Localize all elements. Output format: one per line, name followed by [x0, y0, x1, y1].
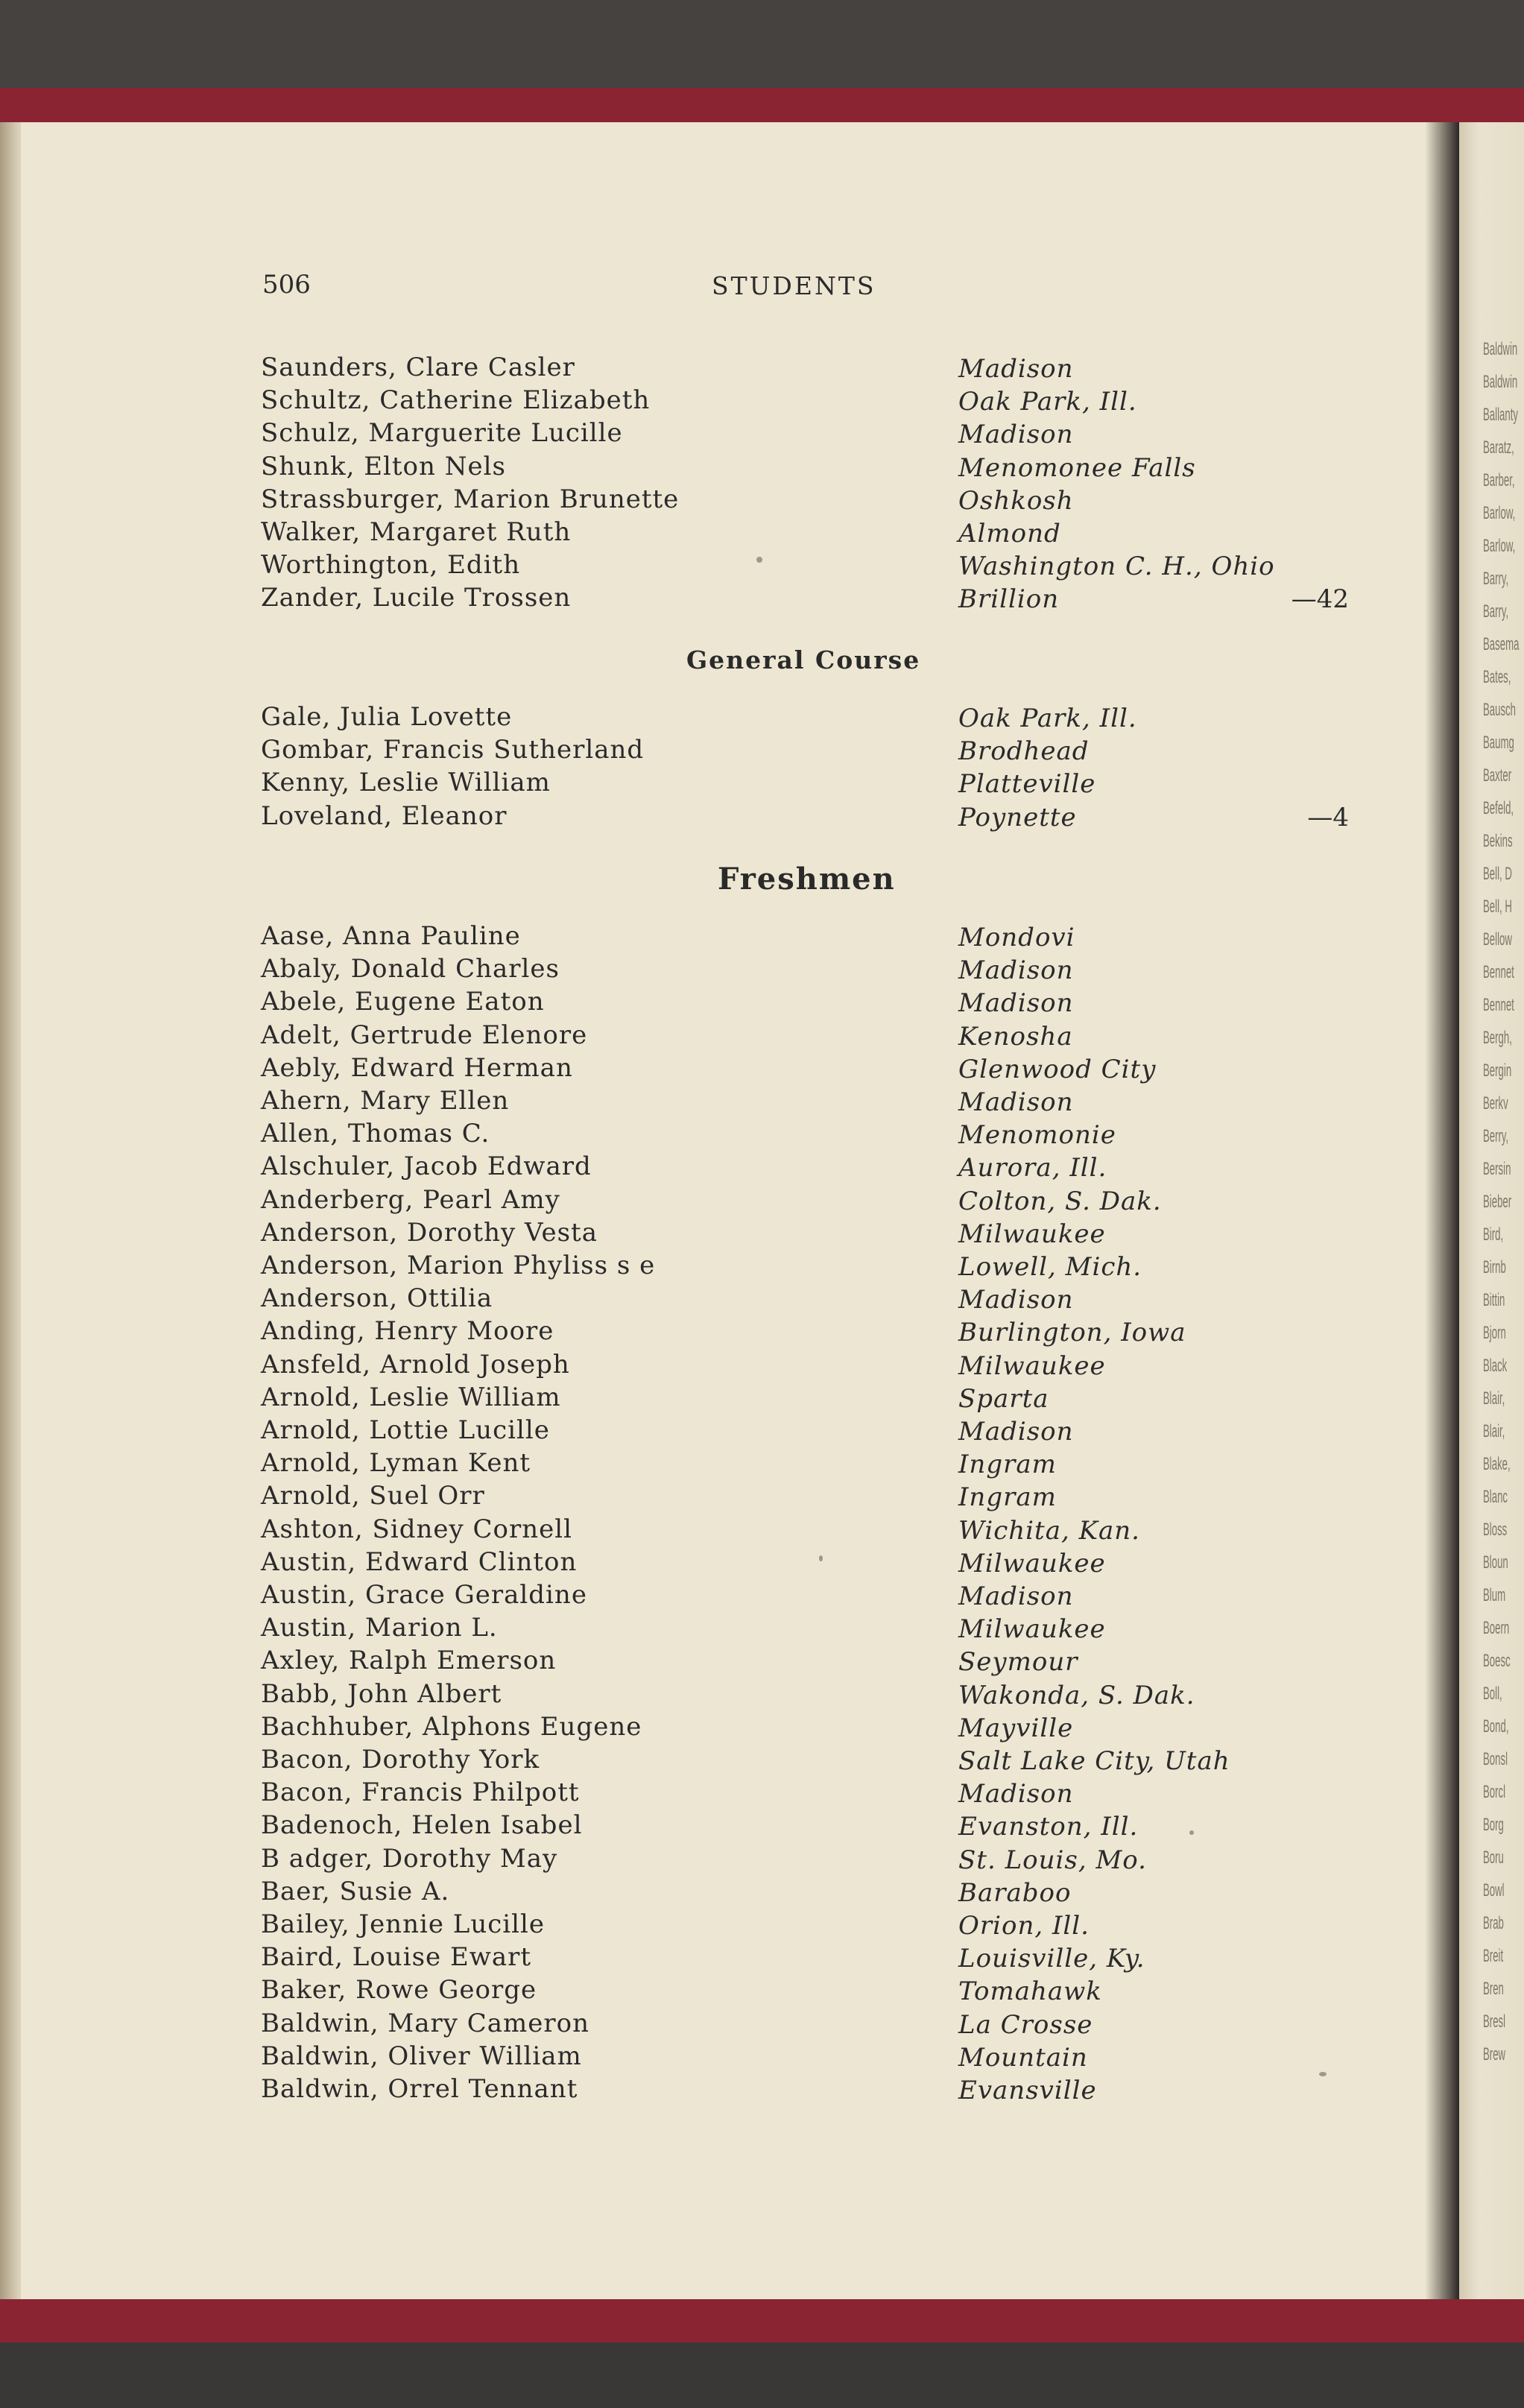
student-entry: [261, 517, 1364, 550]
student-hometown: Ingram: [958, 1450, 1057, 1480]
student-entry: [261, 452, 1364, 484]
facing-page-text: Bell, D: [1483, 864, 1512, 884]
student-entry: [261, 1909, 1364, 1942]
student-name: Badenoch, Helen Isabel: [261, 1810, 583, 1841]
student-name: Strassburger, Marion Brunette: [261, 484, 680, 514]
student-hometown: Washington C. H., Ohio: [958, 552, 1275, 582]
student-entry: [261, 801, 1364, 834]
page-speck: [1189, 1830, 1194, 1835]
section-heading-freshmen: Freshmen: [718, 862, 896, 897]
student-hometown: Tomahawk: [958, 1976, 1102, 2007]
student-name: Bachhuber, Alphons Eugene: [261, 1711, 642, 1742]
student-hometown: Madison: [958, 1779, 1074, 1810]
facing-page-text: Bloss: [1483, 1520, 1508, 1540]
student-entry: [261, 1316, 1364, 1349]
facing-page-text: Birnb: [1483, 1257, 1506, 1277]
student-hometown: Madison: [958, 955, 1074, 986]
student-name: Arnold, Suel Orr: [261, 1481, 485, 1511]
student-entry: [261, 1053, 1364, 1086]
student-entry: [261, 921, 1364, 954]
section-count: —4: [1307, 802, 1349, 832]
student-entry: [261, 1613, 1364, 1646]
student-entry: [261, 1382, 1364, 1415]
student-hometown: Milwaukee: [958, 1219, 1106, 1249]
facing-page-text: Bittin: [1483, 1290, 1505, 1310]
facing-page-text: Barlow,: [1483, 503, 1516, 523]
student-entry: [261, 2074, 1364, 2107]
student-entry: [261, 1844, 1364, 1877]
student-hometown: Kenosha: [958, 1021, 1073, 1052]
student-hometown: Orion, Ill.: [958, 1911, 1090, 1941]
student-name: Adelt, Gertrude Elenore: [261, 1020, 588, 1050]
facing-page-text: Befeld,: [1483, 798, 1514, 818]
student-name: Anding, Henry Moore: [261, 1316, 554, 1347]
facing-page-text: Barry,: [1483, 569, 1509, 589]
facing-page-text: Barry,: [1483, 601, 1509, 622]
student-name: Bacon, Dorothy York: [261, 1745, 540, 1775]
page-speck: [1319, 2072, 1327, 2076]
student-name: Saunders, Clare Casler: [261, 353, 575, 382]
facing-page-text: Bresl: [1483, 2012, 1506, 2032]
facing-page-text: Blanc: [1483, 1487, 1508, 1507]
student-name: Baldwin, Mary Cameron: [261, 2008, 590, 2038]
student-entry: [261, 987, 1364, 1020]
student-hometown: Milwaukee: [958, 1548, 1106, 1579]
student-hometown: Brodhead: [958, 736, 1090, 767]
student-hometown: Louisville, Ky.: [958, 1944, 1145, 1974]
student-name: Alschuler, Jacob Edward: [261, 1151, 592, 1182]
facing-page-text: Bekins: [1483, 831, 1513, 851]
student-entry: [261, 1020, 1364, 1053]
student-hometown: Mayville: [958, 1713, 1074, 1743]
student-hometown: St. Louis, Mo.: [958, 1845, 1147, 1875]
student-entry: [261, 1745, 1364, 1777]
student-hometown: Evanston, Ill.: [958, 1812, 1139, 1842]
student-name: Babb, John Albert: [261, 1678, 502, 1709]
section-heading-general-course: General Course: [686, 645, 921, 674]
facing-page-text: Baldwin: [1483, 372, 1518, 392]
student-hometown: Mondovi: [958, 923, 1075, 952]
student-hometown: Menomonie: [958, 1120, 1116, 1151]
student-entry: [261, 735, 1364, 768]
student-hometown: Milwaukee: [958, 1614, 1106, 1645]
student-name: B adger, Dorothy May: [261, 1843, 558, 1874]
student-entry: [261, 1810, 1364, 1843]
facing-page-text: Black: [1483, 1356, 1508, 1376]
facing-page-text: Bates,: [1483, 667, 1511, 687]
student-hometown: Milwaukee: [958, 1350, 1106, 1381]
student-entry: [261, 768, 1364, 800]
student-hometown: Poynette: [958, 802, 1077, 832]
facing-page-text: Basema: [1483, 634, 1520, 654]
facing-page-text: Bowl: [1483, 1880, 1505, 1900]
student-name: Arnold, Lottie Lucille: [261, 1415, 550, 1445]
student-name: Austin, Marion L.: [261, 1613, 498, 1643]
student-entry: [261, 2041, 1364, 2074]
student-name: Baldwin, Oliver William: [261, 2041, 582, 2071]
student-hometown: Madison: [958, 354, 1074, 384]
student-hometown: Brillion: [958, 584, 1060, 615]
student-hometown: Colton, S. Dak.: [958, 1186, 1162, 1216]
book-gutter: [1425, 97, 1459, 2318]
student-hometown: La Crosse: [958, 2009, 1093, 2040]
student-entry: [261, 1712, 1364, 1745]
student-name: Aebly, Edward Herman: [261, 1052, 573, 1083]
student-entry: [261, 1547, 1364, 1580]
student-entry: [261, 954, 1364, 987]
student-name: Allen, Thomas C.: [261, 1119, 490, 1149]
student-entry: [261, 1877, 1364, 1909]
page-speck: [819, 1555, 823, 1561]
facing-page-text: Baratz,: [1483, 437, 1514, 458]
facing-page-text: Barber,: [1483, 470, 1515, 490]
facing-page-text: Blair,: [1483, 1388, 1505, 1409]
student-name: Anderson, Dorothy Vesta: [261, 1217, 598, 1248]
facing-page-text: Bersin: [1483, 1159, 1511, 1179]
facing-page-text: Bergh,: [1483, 1028, 1512, 1048]
student-name: Axley, Ralph Emerson: [261, 1646, 557, 1676]
student-name: Walker, Margaret Ruth: [261, 517, 572, 547]
facing-page-text: Blake,: [1483, 1454, 1511, 1474]
student-hometown: Oak Park, Ill.: [958, 387, 1137, 417]
facing-page-text: Blum: [1483, 1585, 1506, 1605]
facing-page-text: Bren: [1483, 1979, 1504, 1999]
facing-page-text: Breit: [1483, 1946, 1504, 1966]
student-hometown: Oak Park, Ill.: [958, 704, 1137, 733]
facing-page-edge: [1459, 104, 1524, 2310]
student-entry: [261, 1415, 1364, 1448]
student-name: Arnold, Lyman Kent: [261, 1448, 531, 1479]
facing-page-text: Borg: [1483, 1815, 1504, 1835]
student-name: Gombar, Francis Sutherland: [261, 735, 645, 765]
student-entry: [261, 2009, 1364, 2041]
student-hometown: Glenwood City: [958, 1054, 1157, 1084]
student-name: Arnold, Leslie William: [261, 1382, 561, 1412]
facing-page-text: Borcl: [1483, 1782, 1506, 1802]
facing-page-text: Bird,: [1483, 1224, 1504, 1245]
student-entry: [261, 1942, 1364, 1975]
student-name: Anderberg, Pearl Amy: [261, 1184, 560, 1215]
student-entry: [261, 484, 1364, 517]
student-entry: [261, 1185, 1364, 1218]
student-entry: [261, 1580, 1364, 1613]
student-name: Baer, Susie A.: [261, 1876, 450, 1906]
student-hometown: Wichita, Kan.: [958, 1515, 1140, 1546]
student-hometown: Ingram: [958, 1482, 1057, 1513]
facing-page-text: Bonsl: [1483, 1749, 1508, 1769]
facing-page-text: Brew: [1483, 2044, 1506, 2064]
student-name: Schultz, Catherine Elizabeth: [261, 385, 651, 416]
student-name: Baker, Rowe George: [261, 1975, 537, 2006]
student-name: Kenny, Leslie William: [261, 768, 551, 798]
facing-page-text: Brab: [1483, 1913, 1504, 1933]
facing-page-text: Bond,: [1483, 1716, 1509, 1737]
student-hometown: Lowell, Mich.: [958, 1252, 1142, 1282]
facing-page-text: Blair,: [1483, 1421, 1505, 1441]
facing-page-text: Boll,: [1483, 1684, 1502, 1704]
facing-page-text: Berry,: [1483, 1126, 1509, 1146]
student-name: Austin, Grace Geraldine: [261, 1580, 587, 1610]
student-name: Aase, Anna Pauline: [261, 921, 521, 951]
facing-page-text: Berkv: [1483, 1093, 1508, 1113]
student-name: Ansfeld, Arnold Joseph: [261, 1349, 570, 1380]
student-hometown: Madison: [958, 420, 1074, 450]
student-entry: [261, 1086, 1364, 1119]
student-name: Bacon, Francis Philpott: [261, 1777, 580, 1808]
student-hometown: Mountain: [958, 2042, 1088, 2073]
facing-page-text: Bieber: [1483, 1192, 1512, 1212]
student-hometown: Baraboo: [958, 1877, 1072, 1908]
student-entry: [261, 1679, 1364, 1712]
facing-page-text: Baxter: [1483, 765, 1512, 786]
facing-page-text: Boru: [1483, 1848, 1504, 1868]
student-name: Schulz, Marguerite Lucille: [261, 418, 623, 449]
student-hometown: Seymour: [958, 1647, 1078, 1678]
background-top: [0, 0, 1524, 93]
cover-binding-bottom: [0, 2299, 1524, 2342]
student-entry: [261, 385, 1364, 418]
student-name: Baird, Louise Ewart: [261, 1942, 532, 1973]
student-entry: [261, 1975, 1364, 2008]
facing-page-text: Bellow: [1483, 929, 1512, 949]
student-name: Shunk, Elton Nels: [261, 451, 506, 481]
student-entry: [261, 1448, 1364, 1481]
facing-page-text: Bjorn: [1483, 1323, 1506, 1343]
student-entry: [261, 1119, 1364, 1151]
student-entry: [261, 1151, 1364, 1184]
facing-page-text: Boesc: [1483, 1651, 1511, 1671]
facing-page-text: Boern: [1483, 1618, 1510, 1638]
student-hometown: Madison: [958, 1285, 1074, 1315]
student-name: Abaly, Donald Charles: [261, 954, 560, 985]
student-name: Abele, Eugene Eaton: [261, 987, 545, 1017]
student-name: Anderson, Marion Phyliss s e: [261, 1251, 656, 1280]
facing-page-text: Bell, H: [1483, 897, 1512, 917]
page-number: 506: [262, 270, 311, 300]
facing-page-text: Baldwin: [1483, 339, 1518, 359]
student-hometown: Platteville: [958, 769, 1096, 800]
student-entry: [261, 1251, 1364, 1283]
student-hometown: Madison: [958, 1581, 1074, 1611]
facing-page-text: Barlow,: [1483, 536, 1516, 556]
student-name: Ashton, Sidney Cornell: [261, 1514, 573, 1544]
student-hometown: Madison: [958, 1417, 1074, 1447]
student-entry: [261, 353, 1364, 385]
facing-page-text: Ballanty: [1483, 405, 1518, 425]
cover-binding-top: [0, 88, 1524, 122]
student-name: Zander, Lucile Trossen: [261, 583, 572, 613]
facing-page-text: Bloun: [1483, 1552, 1508, 1573]
student-hometown: Oshkosh: [958, 485, 1074, 516]
student-hometown: Burlington, Iowa: [958, 1318, 1186, 1348]
student-hometown: Aurora, Ill.: [958, 1153, 1107, 1184]
student-entry: [261, 1514, 1364, 1547]
student-name: Gale, Julia Lovette: [261, 702, 513, 732]
facing-page-text: Bergin: [1483, 1061, 1512, 1081]
student-name: Ahern, Mary Ellen: [261, 1086, 510, 1116]
section-count: —42: [1291, 584, 1349, 615]
student-name: Worthington, Edith: [261, 550, 521, 581]
student-name: Austin, Edward Clinton: [261, 1546, 578, 1577]
student-hometown: Salt Lake City, Utah: [958, 1746, 1230, 1776]
student-entry: [261, 1646, 1364, 1678]
facing-page-text: Bennet: [1483, 962, 1514, 982]
student-hometown: Wakonda, S. Dak.: [958, 1680, 1195, 1710]
student-hometown: Almond: [958, 519, 1061, 549]
student-name: Baldwin, Orrel Tennant: [261, 2074, 578, 2104]
student-entry: [261, 1777, 1364, 1810]
student-name: Loveland, Eleanor: [261, 800, 508, 831]
student-entry: [261, 702, 1364, 735]
student-name: Bailey, Jennie Lucille: [261, 1909, 546, 1939]
running-title: STUDENTS: [712, 271, 876, 300]
student-hometown: Menomonee Falls: [958, 452, 1196, 483]
student-entry: [261, 1218, 1364, 1251]
student-name: Anderson, Ottilia: [261, 1283, 493, 1314]
student-entry: [261, 418, 1364, 451]
student-entry: [261, 1350, 1364, 1382]
student-hometown: Madison: [958, 1087, 1074, 1117]
student-entry: [261, 1481, 1364, 1514]
student-hometown: Madison: [958, 988, 1074, 1019]
student-entry: [261, 583, 1364, 616]
student-entry: [261, 1283, 1364, 1316]
page-speck: [756, 557, 762, 563]
student-hometown: Sparta: [958, 1383, 1049, 1414]
facing-page-text: Bausch: [1483, 700, 1517, 720]
facing-page-text: Bennet: [1483, 995, 1514, 1015]
student-entry: [261, 550, 1364, 583]
facing-page-text: Baumg: [1483, 733, 1514, 753]
student-hometown: Evansville: [958, 2076, 1097, 2105]
